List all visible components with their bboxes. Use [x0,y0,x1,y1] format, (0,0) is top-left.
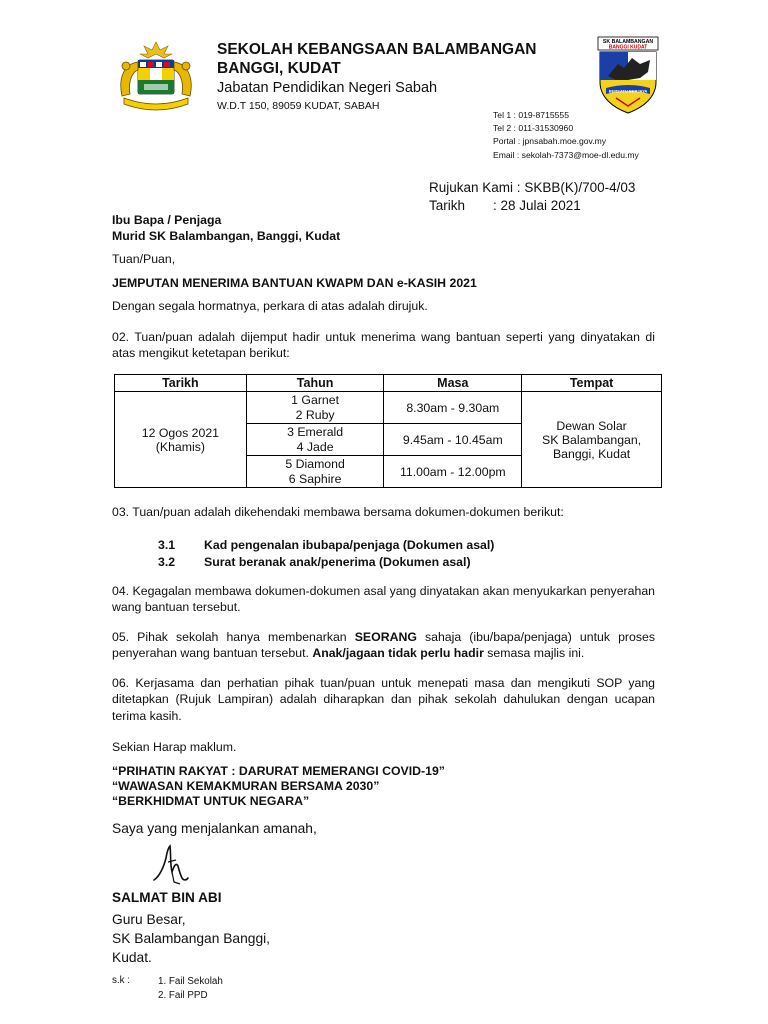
class-name: 6 Saphire [288,471,342,486]
badge-text-sub: BANGGI KUDAT [608,44,648,51]
document-text: Kad pengenalan ibubapa/penjaga (Dokumen asal) [204,538,495,552]
signer-town: Kudat. [112,950,152,966]
document-number: 3.2 [158,554,176,569]
venue-line2: SK Balambangan, [542,432,642,447]
signer-details [112,910,270,968]
contact-tel2: Tel 2 : 011-31530960 [493,123,574,134]
letter-subject: JEMPUTAN MENERIMA BANTUAN KWAPM DAN e-KASIH 2021 [112,276,477,290]
paragraph-06: 06. Kerjasama dan perhatian pihak tuan/puan untuk menepati masa dan mengikuti SOP yang ditetapkan (Rujuk Lampiran) adalah diharapkan dan pihak sekolah dahulukan dengan ucapan terima kasih. [112,676,655,723]
school-name-line2: BANGGI, KUDAT [217,60,341,77]
list-item: 1. Fail Sekolah [158,976,223,987]
signer-name: SALMAT BIN ABI [112,890,222,905]
session-date: 12 Ogos 2021 [141,425,219,440]
class-cell [246,392,384,424]
class-cell [246,424,384,456]
session-day: (Khamis) [155,439,205,454]
slogans [112,764,445,809]
documents-list [158,537,494,570]
table-header-row [115,375,662,392]
school-name [217,40,536,78]
copies-label: s.k : [112,975,130,986]
malaysia-coat-of-arms-icon [108,40,204,112]
time-cell: 9.45am - 10.45am [384,424,522,456]
signer-organization: SK Balambangan Banggi, [112,931,271,947]
venue-cell [522,392,662,488]
paragraph-02: 02. Tuan/puan adalah dijemput hadir untuk menerima wang bantuan seperti yang dinyatakan di atas mengikut ketetapan berikut: [112,330,655,361]
header-tahun: Tahun [246,375,384,392]
closing-phrase: Saya yang menjalankan amanah, [112,821,317,836]
class-name: 3 Emerald [287,424,344,439]
header-tarikh: Tarikh [115,375,247,392]
handwritten-signature [146,836,216,888]
table-row [115,392,662,424]
department-name: Jabatan Pendidikan Negeri Sabah [217,80,438,96]
document-number: 3.1 [158,538,176,552]
addressee [112,212,340,244]
time-cell: 11.00am - 12.00pm [384,456,522,488]
date-label: Tarikh [429,198,466,213]
badge-text-top: SK BALAMBANGAN [602,39,654,45]
reference-block [429,179,635,215]
header-tempat: Tempat [522,375,662,392]
header-masa: Masa [384,375,522,392]
paragraph-05-part2: sahaja (ibu/bapa/penjaga) untuk proses penyerahan wang bantuan tersebut. [112,630,655,661]
school-name-line1: SEKOLAH KEBANGSAAN BALAMBANGAN [217,41,537,58]
reference-number: SKBB(K)/700-4/03 [524,180,636,195]
contact-portal: Portal : jpnsabah.moe.gov.my [493,136,607,147]
addressee-line2: Murid SK Balambangan, Banggi, Kudat [112,229,341,243]
paragraph-05-part1: 05. Pihak sekolah hanya membenarkan [112,630,355,644]
intro-paragraph: Dengan segala hormatnya, perkara di atas adalah dirujuk. [112,299,428,313]
list-item [158,554,494,571]
closing-remark: Sekian Harap maklum. [112,740,237,754]
contact-tel1: Tel 1 : 019-8715555 [493,110,569,120]
paragraph-05 [112,629,655,662]
reference-label: Rujukan Kami : [429,180,521,195]
paragraph-05-emphasis1: SEORANG [354,630,417,644]
paragraph-05-emphasis2: Anak/jagaan tidak perlu hadir [312,646,484,661]
session-date-cell [115,392,247,488]
paragraph-05-part3: semasa majlis ini. [483,646,585,661]
badge-text-bottom: BERSATU BERJAYA [608,88,648,94]
slogan-covid: “PRIHATIN RAKYAT : DARURAT MEMERANGI COVID-19” [112,764,445,778]
schedule-table [114,374,662,488]
school-badge-icon [596,36,660,114]
contact-email: Email : sekolah-7373@moe-dl.edu.my [493,149,639,160]
class-name: 1 Garnet [291,392,340,407]
paragraph-03: 03. Tuan/puan adalah dikehendaki membawa bersama dokumen-dokumen berikut: [112,505,564,519]
salutation: Tuan/Puan, [112,252,176,266]
letter-date: : 28 Julai 2021 [493,198,581,213]
slogan-wawasan: “WAWASAN KEMAKMURAN BERSAMA 2030” [112,779,380,793]
signer-title: Guru Besar, [112,912,186,927]
school-address: W.D.T 150, 89059 KUDAT, SABAH [217,100,380,112]
venue-line3: Banggi, Kudat [552,446,631,461]
addressee-line1: Ibu Bapa / Penjaga [112,213,222,227]
document-text: Surat beranak anak/penerima (Dokumen asal) [204,554,471,569]
paragraph-04: 04. Kegagalan membawa dokumen-dokumen asal yang dinyatakan akan menyukarkan penyerahan wang bantuan tersebut. [112,584,655,615]
list-item [158,537,494,554]
copies-list [158,975,223,1002]
class-cell [246,456,384,488]
slogan-berkhidmat: “BERKHIDMAT UNTUK NEGARA” [112,794,310,808]
class-name: 4 Jade [296,439,334,454]
contact-details [493,109,639,162]
class-name: 5 Diamond [285,456,345,471]
venue-line1: Dewan Solar [556,418,627,433]
class-name: 2 Ruby [295,407,335,422]
time-cell: 8.30am - 9.30am [384,392,522,424]
list-item: 2. Fail PPD [158,989,208,1001]
